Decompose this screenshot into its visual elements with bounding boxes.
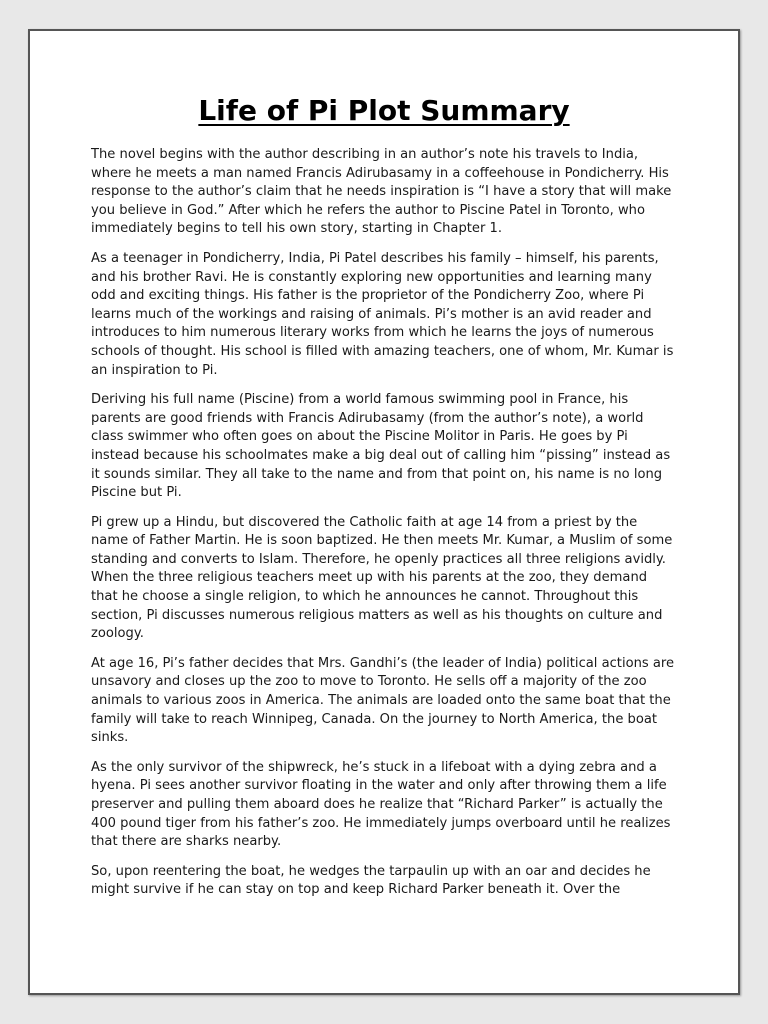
page-title: Life of Pi Plot Summary — [198, 94, 570, 127]
paragraph-1: The novel begins with the author describing in an author’s note his travels to India, where he meets a man named Francis Adirubasamy in a coffeehouse in Pondicherry. His response to the author’s claim that he needs inspiration is “I have a story that will make you believe in God.” After which he refers the author to Piscine Patel in Toronto, who immediately begins to tell his own story, starting in Chapter 1. — [91, 147, 672, 237]
paragraph-6: As the only survivor of the shipwreck, he’s stuck in a lifeboat with a dying zebra and a hyena. Pi sees another survivor floating in the water and only after throwing them a life preserver and pulling them aboard does he realize that “Richard Parker” is actually the 400 pound tiger from his father’s zoo. He immediately jumps overboard until he realizes that there are sharks nearby. — [91, 759, 671, 850]
document-page — [28, 29, 740, 995]
paragraph-3: Deriving his full name (Piscine) from a world famous swimming pool in France, his parents are good friends with Francis Adirubasamy (from the author’s note), a world class swimmer who often goes on about the Piscine Molitor in Paris. He goes by Pi instead because his schoolmates make a big deal out of calling him “pissing” instead as it sounds similar. They all take to the name and from that point on, his name is no long Piscine but Pi. — [91, 392, 671, 501]
paragraph-2: As a teenager in Pondicherry, India, Pi Patel describes his family – himself, his parents, and his brother Ravi. He is constantly exploring new opportunities and learning many odd and exciting things. His father is the proprietor of the Pondicherry Zoo, where Pi learns much of the workings and raising of animals. Pi’s mother is an avid reader and introduces to him numerous literary works from which he learns the joys of numerous schools of thought. His school is filled with amazing teachers, one of whom, Mr. Kumar is an inspiration to Pi. — [91, 250, 674, 378]
paragraph-5: At age 16, Pi’s father decides that Mrs. Gandhi’s (the leader of India) political actions are unsavory and closes up the zoo to move to Toronto. He sells off a majority of the zoo animals to various zoos in America. The animals are loaded onto the same boat that the family will take to reach Winnipeg, Canada. On the journey to North America, the boat sinks. — [91, 655, 675, 746]
paragraph-4: Pi grew up a Hindu, but discovered the Catholic faith at age 14 from a priest by the name of Father Martin. He is soon baptized. He then meets Mr. Kumar, a Muslim of some standing and converts to Islam. Therefore, he openly practices all three religions avidly. When the three religious teachers meet up with his parents at the zoo, they demand that he choose a single religion, to which he announces he cannot. Throughout this section, Pi discusses numerous religious matters as well as his thoughts on culture and zoology. — [91, 514, 673, 642]
paragraph-7: So, upon reentering the boat, he wedges the tarpaulin up with an oar and decides he might survive if he can stay on top and keep Richard Parker beneath it. Over the — [91, 863, 651, 898]
document-body — [91, 146, 675, 911]
